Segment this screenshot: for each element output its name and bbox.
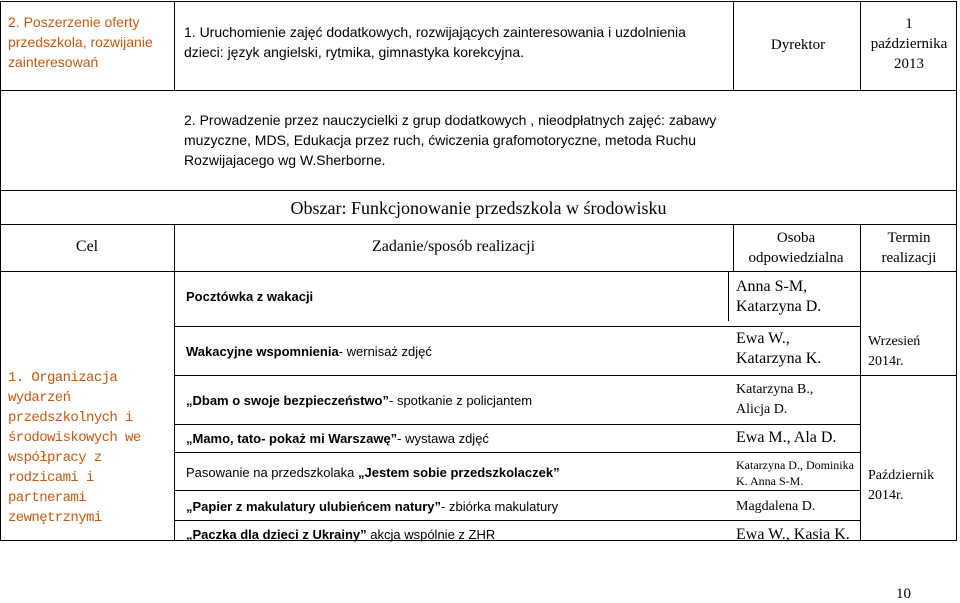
header-date: Termin realizacji [881,230,937,266]
task-pre: Pasowanie na przedszkolaka [186,465,358,480]
header-goal: Cel [75,238,99,255]
table-row [186,287,726,307]
row-person: Ewa M., Ala D. [736,429,837,446]
row-person: Katarzyna D., Dominika K. Anna S-M. [736,458,854,488]
table-row [186,525,726,545]
row-person: Magdalena D. [736,499,816,514]
goal-2-text: 2. Poszerzenie oferty przedszkola, rozwijanie zainteresowań [8,14,153,70]
task-2-text: 2. Prowadzenie przez nauczycielki z grup dodatkowych , nieodpłatnych zajęć: zabawy muzyczne, MDS, Edukacja przez ruch, ćwiczenia grafomotoryczne, metoda Ruchu Rozwijajacego wg W.Sherborne. [184,112,717,168]
page-number: 10 [896,586,911,602]
task-1-text: 1. Uruchomienie zajęć dodatkowych, rozwijających zainteresowania i uzdolnienia dzieci: język angielski, rytmika, gimnastyka korekcyjna. [184,24,686,60]
header-task: Zadanie/sposób realizacji [371,238,536,255]
task-bold: „Papier z makulatury ulubieńcem natury” [186,499,442,514]
date-1-day: 1 [905,16,913,32]
date-1 [862,14,956,74]
task-rest: - wystawa zdjęć [397,431,489,446]
table-row [186,497,726,517]
row-person: Katarzyna B., Alicja D. [736,382,814,417]
date-1-year: 2013 [894,56,924,72]
task-bold: Wakacyjne wspomnienia [186,344,339,359]
date-1-month: października [870,36,948,52]
row-person: Ewa W., Katarzyna K. [736,330,822,367]
table-row [186,429,726,449]
header-person: Osoba odpowiedzialna [748,230,844,266]
row-person: Anna S-M, Katarzyna D. [736,278,822,315]
table-row [186,463,726,483]
task-bold: „Jestem sobie przedszkolaczek” [358,465,560,480]
date-october: Październik 2014r. [868,468,935,503]
goal-1-text: 1. Organizacja wydarzeń przedszkolnych i środowiskowych we współpracy z rodzicami i partnerami zewnętrznymi [8,370,141,526]
task-rest: akcja wspólnie z ZHR [366,527,496,542]
area-title: Obszar: Funkcjonowanie przedszkola w środowisku [290,198,667,218]
task-bold: „Dbam o swoje bezpieczeństwo” [186,393,389,408]
task-rest: - spotkanie z policjantem [389,393,533,408]
task-bold: „Paczka dla dzieci z Ukrainy” [186,527,367,542]
person-1-text: Dyrektor [770,37,826,53]
table-row [186,342,726,362]
task-rest: - wernisaż zdjęć [338,344,432,359]
task-rest: - zbiórka makulatury [441,499,559,514]
table-row [186,391,726,411]
row-person: Ewa W., Kasia K. [736,526,850,543]
task-bold: „Mamo, tato- pokaż mi Warszawę” [186,431,398,446]
date-september: Wrzesień 2014r. [868,334,921,369]
task-bold: Pocztówka z wakacji [186,289,314,304]
